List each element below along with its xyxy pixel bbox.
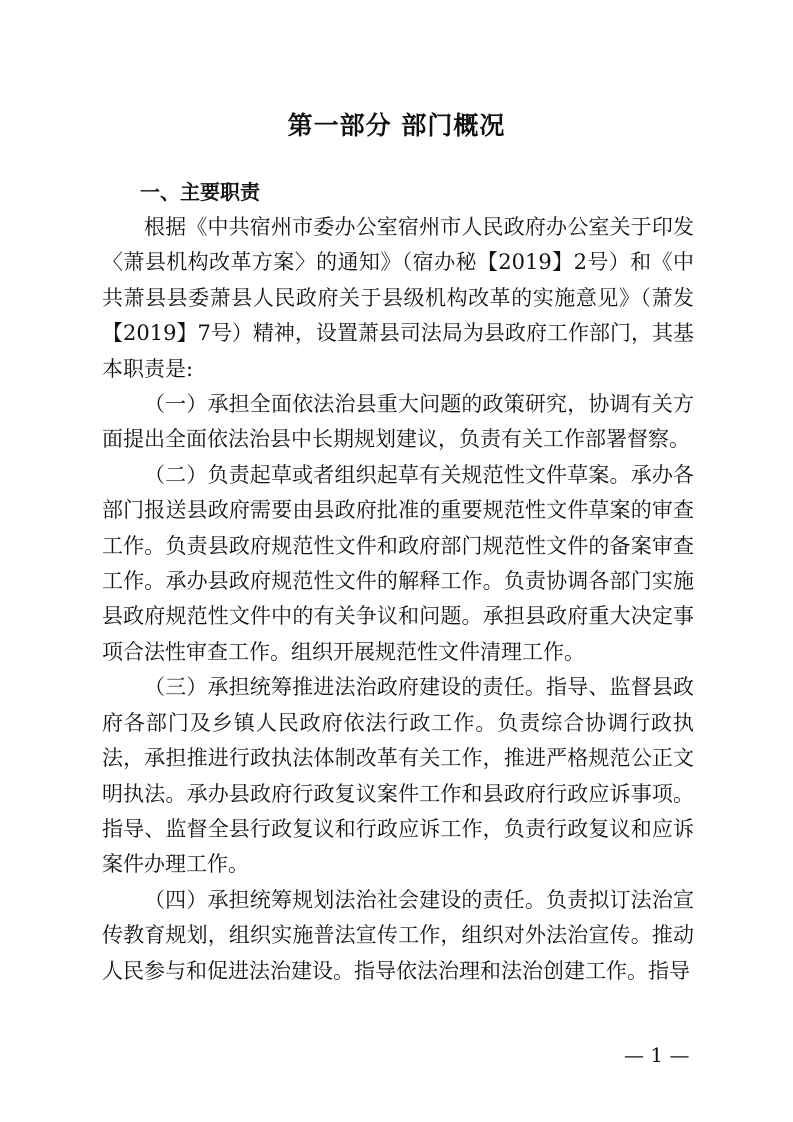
document-body xyxy=(102,210,694,989)
page-number: — 1 — xyxy=(624,1043,690,1067)
section-heading: 一、主要职责 xyxy=(140,180,260,204)
paragraph-duty-3: （三）承担统筹推进法治政府建设的责任。指导、监督县政府各部门及乡镇人民政府依法行政工作。负责综合协调行政执法，承担推进行政执法体制改革有关工作，推进严格规范公正文明执法。承办县政府行政复议案件工作和县政府行政应诉事项。指导、监督全县行政复议和行政应诉工作，负责行政复议和应诉案件办理工作。 xyxy=(102,675,694,877)
paragraph-intro: 根据《中共宿州市委办公室宿州市人民政府办公室关于印发〈萧县机构改革方案〉的通知》（宿办秘【2019】2号）和《中共萧县县委萧县人民政府关于县级机构改革的实施意见》（萧发【2019】7号）精神，设置萧县司法局为县政府工作部门，其基本职责是: xyxy=(102,215,694,381)
paragraph-duty-1: （一）承担全面依法治县重大问题的政策研究，协调有关方面提出全面依法治县中长期规划建议，负责有关工作部署督察。 xyxy=(102,392,694,452)
paragraph-duty-4: （四）承担统筹规划法治社会建设的责任。负责拟订法治宣传教育规划，组织实施普法宣传工作，组织对外法治宣传。推动人民参与和促进法治建设。指导依法治理和法治创建工作。指导 xyxy=(102,887,694,983)
page-title: 第一部分 部门概况 xyxy=(287,111,506,140)
paragraph-duty-2: （二）负责起草或者组织起草有关规范性文件草案。承办各部门报送县政府需要由县政府批准的重要规范性文件草案的审查工作。负责县政府规范性文件和政府部门规范性文件的备案审查工作。承办县政府规范性文件的解释工作。负责协调各部门实施县政府规范性文件中的有关争议和问题。承担县政府重大决定事项合法性审查工作。组织开展规范性文件清理工作。 xyxy=(102,462,694,664)
